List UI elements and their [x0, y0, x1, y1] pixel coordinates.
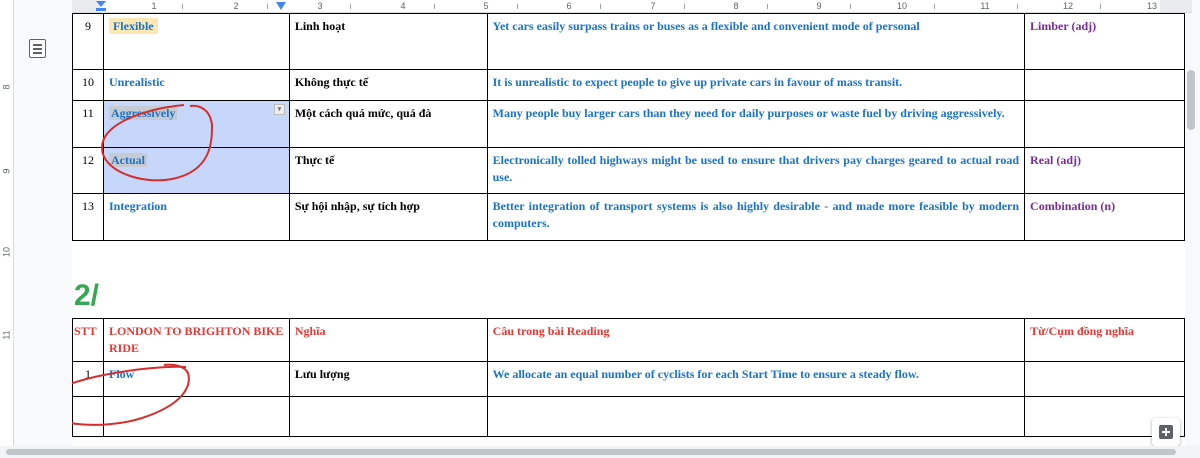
vruler-number: 9 — [1, 168, 12, 174]
ruler-tick — [182, 4, 183, 9]
header-title[interactable]: LONDON TO BRIGHTON BIKE RIDE — [103, 319, 289, 362]
ruler-tick — [1017, 4, 1018, 9]
ruler-tick — [350, 4, 351, 9]
ruler-number: 2 — [233, 1, 239, 11]
explore-button[interactable] — [1152, 418, 1180, 446]
ruler-tick — [934, 4, 935, 9]
ruler-tick — [517, 4, 518, 9]
ruler-tick — [767, 4, 768, 9]
row-number[interactable]: 13 — [73, 194, 104, 241]
meaning-cell[interactable]: Thực tế — [289, 148, 487, 194]
ruler-tick — [434, 4, 435, 9]
word-text: Aggressively — [110, 106, 176, 120]
header-stt[interactable]: STT — [73, 319, 104, 362]
document-page[interactable] — [72, 13, 1185, 446]
ruler-number: 7 — [650, 1, 656, 11]
vertical-ruler[interactable] — [0, 0, 14, 446]
ruler-number: 10 — [896, 1, 908, 11]
header-sentence[interactable]: Câu trong bài Reading — [487, 319, 1024, 362]
header-synonym[interactable]: Từ/Cụm đồng nghĩa — [1025, 319, 1185, 362]
outline-line-icon — [33, 44, 42, 46]
sentence-cell[interactable]: Many people buy larger cars than they need for daily purposes or waste fuel by driving aggressively. — [487, 101, 1024, 148]
vruler-number: 10 — [1, 247, 12, 258]
section-heading[interactable]: 2/ — [74, 279, 100, 312]
scrollbar-thumb[interactable] — [6, 449, 1176, 455]
ruler-tick — [850, 4, 851, 9]
ruler-tick — [1100, 4, 1101, 9]
sentence-cell[interactable]: Electronically tolled highways might be used to ensure that drivers pay charges geared to actual road use. — [487, 148, 1024, 194]
meaning-cell[interactable]: Linh hoạt — [289, 14, 487, 70]
annotation-circle — [102, 105, 212, 180]
outline-line-icon — [33, 48, 42, 50]
header-meaning[interactable]: Nghĩa — [289, 319, 487, 362]
meaning-cell[interactable]: Sự hội nhập, sự tích hợp — [289, 194, 487, 241]
row-number[interactable]: 11 — [73, 101, 104, 148]
vruler-number: 8 — [1, 84, 12, 90]
ruler-number: 12 — [1062, 1, 1074, 11]
right-indent-marker-icon[interactable] — [275, 0, 287, 12]
vruler-number: 11 — [1, 330, 12, 340]
annotation-circle — [72, 365, 189, 425]
meaning-cell[interactable]: Một cách quá mức, quá đà — [289, 101, 487, 148]
document-outline-button[interactable] — [29, 39, 46, 58]
dropdown-arrow-icon[interactable]: ▾ — [274, 104, 285, 115]
ruler-number: 4 — [400, 1, 406, 11]
sentence-cell[interactable]: It is unrealistic to expect people to give up private cars in favour of mass transit. — [487, 70, 1024, 101]
ruler-tick — [684, 4, 685, 9]
sentence-cell[interactable]: Better integration of transport systems is also highly desirable - and made more feasible by modern computers. — [487, 194, 1024, 241]
ruler-number: 9 — [816, 1, 822, 11]
ruler-tick — [600, 4, 601, 9]
row-number[interactable]: 12 — [73, 148, 104, 194]
sentence-cell[interactable]: Yet cars easily surpass trains or buses as a flexible and convenient mode of personal — [487, 14, 1024, 70]
synonym-cell[interactable]: Real (adj) — [1025, 148, 1185, 194]
vertical-scrollbar[interactable] — [1187, 70, 1195, 130]
word-text: Actual — [110, 153, 145, 167]
word-cell[interactable]: Integration — [103, 194, 289, 241]
meaning-cell[interactable]: Không thực tế — [289, 70, 487, 101]
ruler-number: 1 — [151, 1, 157, 11]
outline-line-icon — [33, 52, 42, 54]
ruler-number: 13 — [1146, 1, 1158, 11]
horizontal-scrollbar[interactable] — [0, 446, 1200, 458]
annotation-layer — [72, 13, 1185, 446]
ruler-number: 3 — [317, 1, 323, 11]
horizontal-ruler[interactable] — [72, 0, 1192, 13]
ruler-right-margin — [1160, 0, 1192, 12]
ruler-number: 6 — [566, 1, 572, 11]
row-number[interactable]: 9 — [73, 14, 104, 70]
sentence-cell[interactable]: We allocate an equal number of cyclists for each Start Time to ensure a steady flow. — [487, 362, 1024, 397]
row-number[interactable]: 10 — [73, 70, 104, 101]
ruler-number: 5 — [483, 1, 489, 11]
word-text: Flexible — [109, 18, 158, 34]
indent-marker-icon[interactable] — [95, 0, 107, 12]
word-cell[interactable]: Flow — [103, 362, 289, 397]
word-cell[interactable]: Unrealistic — [103, 70, 289, 101]
ruler-number: 11 — [980, 1, 990, 11]
sparkle-plus-icon — [1158, 424, 1174, 440]
meaning-cell[interactable]: Lưu lượng — [289, 362, 487, 397]
row-number[interactable]: 1 — [73, 362, 104, 397]
ruler-number: 8 — [733, 1, 739, 11]
ruler-tick — [267, 4, 268, 9]
synonym-cell[interactable]: Combination (n) — [1025, 194, 1185, 241]
synonym-cell[interactable]: Limber (adj) — [1025, 14, 1185, 70]
